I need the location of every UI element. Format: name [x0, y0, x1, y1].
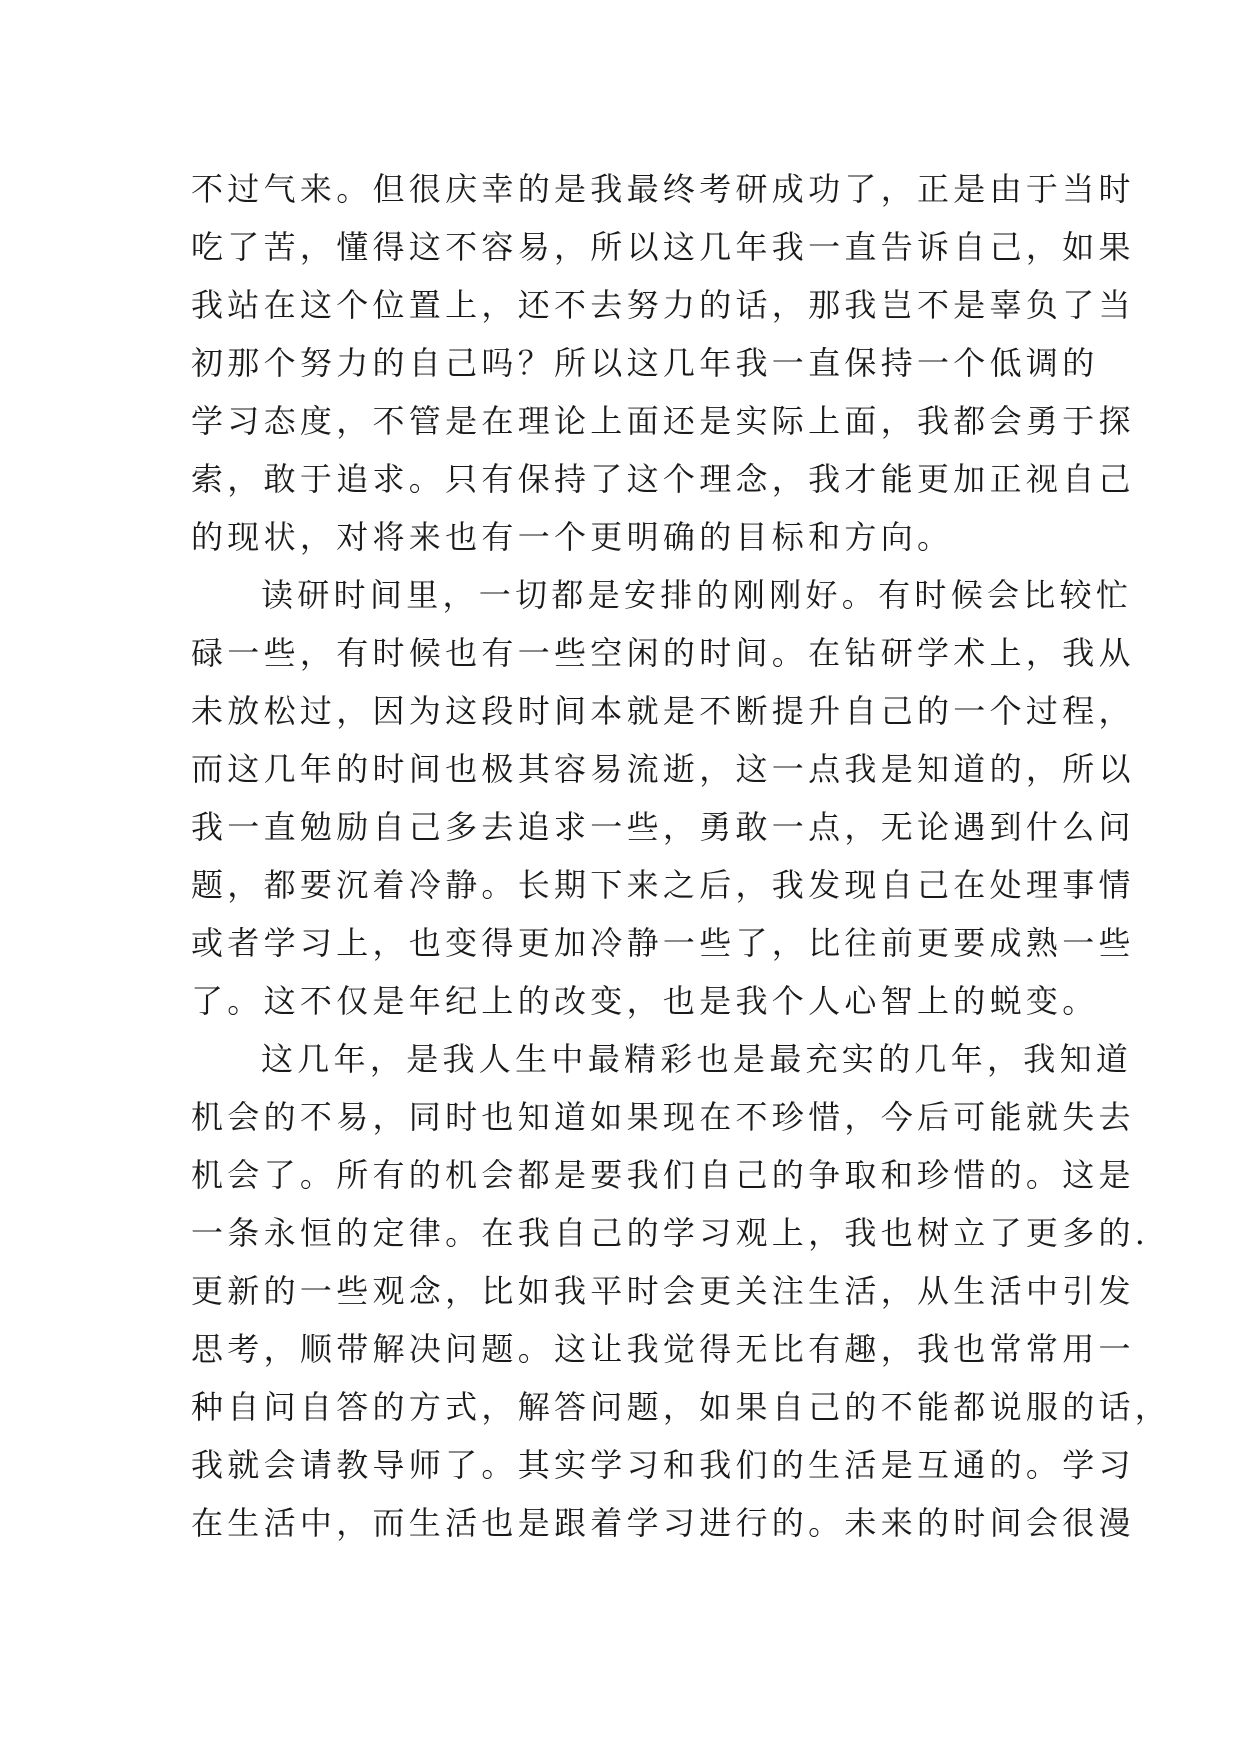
text-line: 的现状，对将来也有一个更明确的目标和方向。 [191, 518, 954, 556]
text-line: 不过气来。但很庆幸的是我最终考研成功了，正是由于当时 [191, 170, 1135, 208]
text-line: 我就会请教导师了。其实学习和我们的生活是互通的。学习 [191, 1446, 1135, 1484]
text-line: 我站在这个位置上，还不去努力的话，那我岂不是辜负了当 [191, 286, 1135, 324]
paragraph-first-line: 读研时间里，一切都是安排的刚刚好。有时候会比较忙 [261, 576, 1133, 614]
body-text [191, 160, 1172, 1552]
text-line: 机会了。所有的机会都是要我们自己的争取和珍惜的。这是 [191, 1156, 1135, 1194]
paragraph-first-line: 这几年，是我人生中最精彩也是最充实的几年，我知道 [261, 1040, 1133, 1078]
text-line: 我一直勉励自己多去追求一些，勇敢一点，无论遇到什么问 [191, 808, 1135, 846]
text-line: 索，敢于追求。只有保持了这个理念，我才能更加正视自己 [191, 460, 1135, 498]
text-line: 机会的不易，同时也知道如果现在不珍惜，今后可能就失去 [191, 1098, 1135, 1136]
text-line: 初那个努力的自己吗？所以这几年我一直保持一个低调的 [191, 344, 1099, 382]
text-line: 更新的一些观念，比如我平时会更关注生活，从生活中引发 [191, 1272, 1135, 1310]
text-line: 未放松过，因为这段时间本就是不断提升自己的一个过程， [191, 692, 1135, 730]
text-line: 碌一些，有时候也有一些空闲的时间。在钻研学术上，我从 [191, 634, 1135, 672]
text-line: 了。这不仅是年纪上的改变，也是我个人心智上的蜕变。 [191, 982, 1099, 1020]
text-line: 吃了苦，懂得这不容易，所以这几年我一直告诉自己，如果 [191, 228, 1135, 266]
text-line: 或者学习上，也变得更加冷静一些了，比往前更要成熟一些 [191, 924, 1135, 962]
text-line: 思考，顺带解决问题。这让我觉得无比有趣，我也常常用一 [191, 1330, 1135, 1368]
text-line: 学习态度，不管是在理论上面还是实际上面，我都会勇于探 [191, 402, 1135, 440]
text-line: 一条永恒的定律。在我自己的学习观上，我也树立了更多的. [191, 1214, 1150, 1252]
text-line: 题，都要沉着冷静。长期下来之后，我发现自己在处理事情 [191, 866, 1135, 904]
text-line: 种自问自答的方式，解答问题，如果自己的不能都说服的话， [191, 1388, 1172, 1426]
text-line: 在生活中，而生活也是跟着学习进行的。未来的时间会很漫 [191, 1504, 1135, 1542]
text-line: 而这几年的时间也极其容易流逝，这一点我是知道的，所以 [191, 750, 1135, 788]
